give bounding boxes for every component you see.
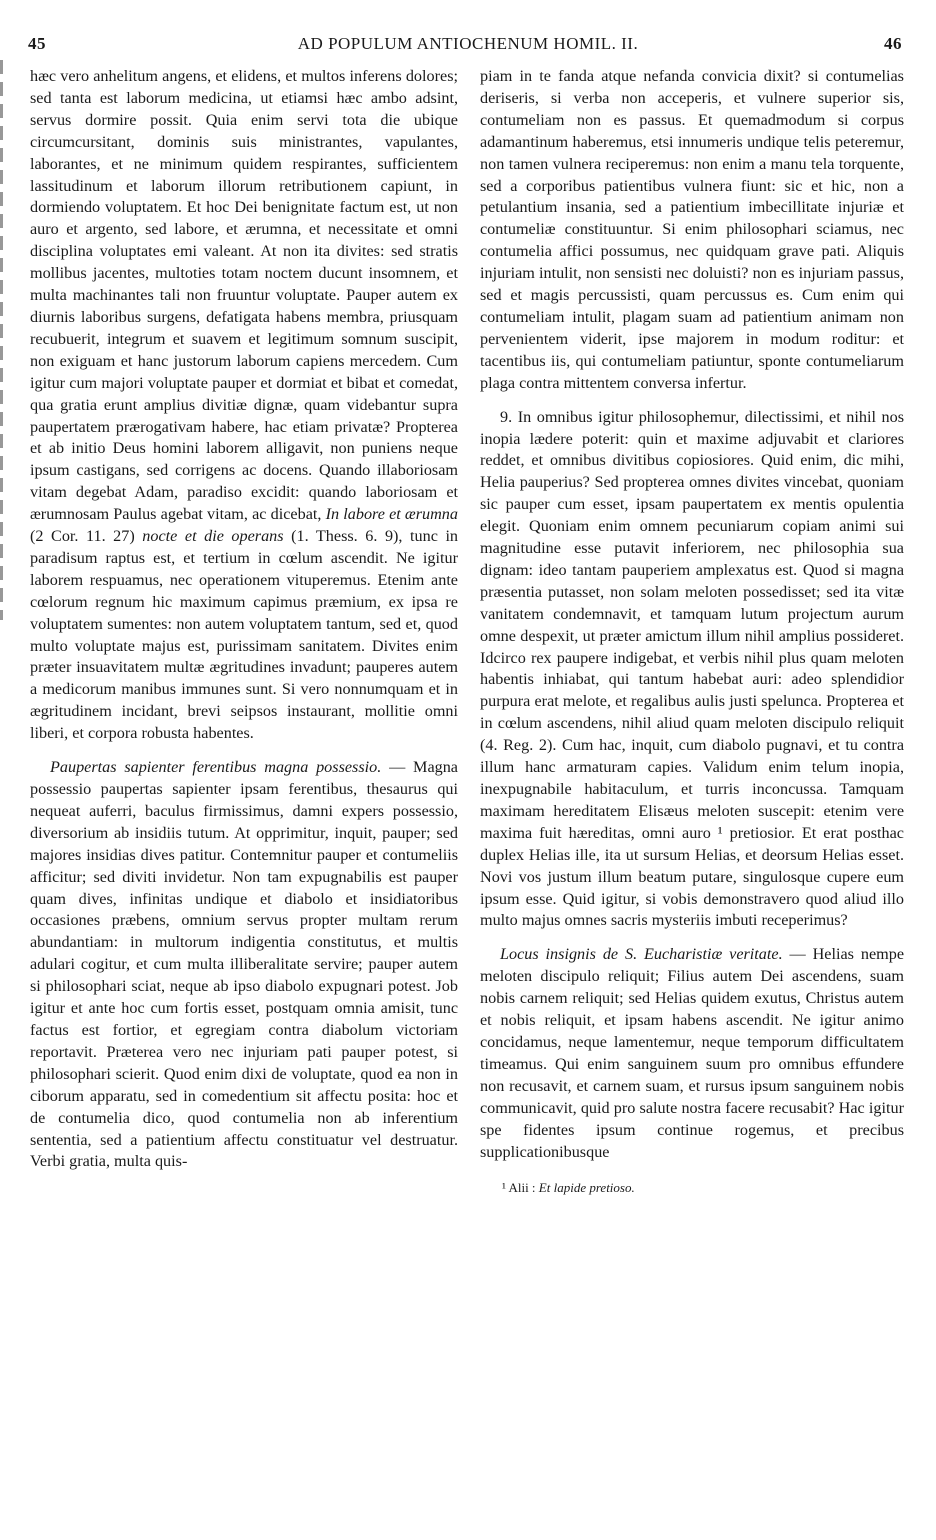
heading-dash: — <box>381 758 414 777</box>
right-p1-text: piam in te fanda atque nefanda convicia dixit? si contumelias deriseris, si verba non acceperis, et vulnere superior sis, contumeliam non es passus. Et quemadmodum si corpus adamantinum haberemus, etsi innumeris undique telis peteremur, non tamen vulnera reciperemus: non enim a manu tela torquente, sed a corporibus patientibus vulnera fiunt: sic et hic, non a petulantium insania, sed a patientium imbecillitate injuriæ et contumeliæ constituuntur. Si enim philosophari sciamus, nec contumelia affici possumus, nec quidquam grave pati. Aliquis injuriam intulit, non sensisti nec doluisti? non es injuriam passus, sed et magis percussisti, quam percussus es. Cum enim qui contumeliam intulit, plagam suam ad patientium animam non pervenientem viderit, ipse majorem in modum roditur: et tacentibus iis, qui contumeliam patiuntur, sponte contumeliarum plaga contra mittentem conversa infertur. <box>480 67 904 392</box>
binding-shadow <box>0 60 3 620</box>
footnote-label: Alii : <box>508 1180 536 1196</box>
left-column <box>30 66 458 1173</box>
right-p2-end: Cum hac, inquit, cum diabolo pugnavi, et tu contra illum hanc armaturam capies. Validum enim telum inopia, inexpugnabile habitaculum, et turris inconcussa. Tamquam maximam hereditatem Elisæus meloten suscepit: etenim vere maxima fuit hæreditas, omni auro ¹ pretiosior. Et erat posthac duplex Helias ille, ita ut sursum Helias, et deorsum Helias esset. Novi vos justum illum beatum putare, singulosque cupere eum ipsum esse. Quid igitur, si vobis demonstravero quod aliud illo multo majus omnes sacris mysteriis imbuti receperimus? <box>480 736 905 930</box>
left-p1-text: hæc vero anhelitum angens, et elidens, et multos inferens dolores; sed tanta est laborum medicina, ut etiamsi hæc ambo adsint, servus dormire possit. Quia enim servi tota die ubique circumcursitant, dominis suis ministrantes, vapulantes, laborantes, et ne minimum quidem respirantes, sufficientem lassitudinum et laborum illorum retributionem capiunt, in dormiendo voluptatem. Et hoc Dei benignitate factum est, ut non auro et argento, sed labore, et ærumna, et necessitate et omni disciplina voluptates emi valeant. At non ita divites: sed stratis mollibus jacentes, multoties totam noctem ducunt insomnem, et multa machinantes tali non fruuntur voluptate. Pauper autem ex diurnis laboribus surgens, defatigata habens membra, priusquam recubuerit, integrum et suavem et legitimum somnum suscipit, non exiguam et hanc justorum laborum capiens mercedem. Cum igitur cum majori voluptate pauper et dormiat et bibat et comedat, qua gratia erunt amplius divitiæ dignæ, quam videbantur supra paupertatem prærogativam habere, hac etiam privatæ? Propterea et ab initio Deus homini laborem alligavit, non puniens neque ipsum castigans, sed corrigens ac docens. Quando illaboriosam vitam degebat Adam, paradiso excidit: quando laboriosam et ærumnosam Paulus agebat vitam, ac dicebat, <box>30 67 458 524</box>
page-number-left: 45 <box>28 34 46 53</box>
heading-dash-2: — <box>782 945 813 964</box>
left-paragraph-1 <box>30 66 458 745</box>
page-number-right: 46 <box>884 34 902 53</box>
footnote-text: Et lapide pretioso. <box>538 1180 635 1196</box>
right-p2-text: 9. In omnibus igitur philosophemur, dilectissimi, et nihil nos inopia lædere poterit: quin et maxime adjuvabit et clariores reddet, et omnibus divitibus copiosiores. Quid enim, dic mihi, Helia pauperius? Sed propterea omnes divites vincebat, quoniam sic pauper cum esset, ipsam paupertatem ex mentis opulentia elegit. Quoniam enim omnem pecuniarum copiam animi sui magnitudine esse putavit inferiorem, nec philosophia sua dignam: ideo tantam pauperiem amplexatus est. Quod si magna præsentia putasset, non solam meloten possedisset; sed ita vitæ vanitatem condemnavit, et tamquam lutum projectum aurum omne despexit, ut præter amictum illum nihil amplius possideret. Idcirco rex paupere indigebat, et verbis nihil plus quam meloten habentis inhiabat, qui tantum habebat auri: adeo splendidior purpura erat melote, et regalibus aulis justi spelunca. Propterea et in cœlum ascendens, nihil aliud quam meloten discipulo reliquit <box>480 407 904 733</box>
citation-italic-1: In labore et ærumna <box>325 505 458 524</box>
right-p3-text: Helias nempe meloten discipulo reliquit; Filius autem Dei ascendens, suam nobis carnem reliquit; sed Helias quidem exutus, Christus autem et nobis reliquit, et ipsam habens ascendit. Ne igitur animo concidamus, neque lamentemur, neque temporum difficultatem timeamus. Qui enim sanguinem suum pro omnibus effundere non recusavit, et carnem suam, et rursus ipsum sanguinem nobis communicavit, quid pro salute nostra facere recusabit? Hac igitur spe fidentes ipsum continue rogemus, et precibus supplicationibusque <box>480 945 904 1161</box>
left-paragraph-2 <box>30 757 458 1173</box>
left-p2-text: Magna possessio paupertas sapienter ipsam ferentibus, thesaurus qui nequeat auferri, baculus firmissimus, damni expers possessio, diversorium ab insidiis tutum. At opprimitur, inquit, pauper; sed majores insidias dives patitur. Contemnitur pauper et contumeliis afficitur; sed diviti invidetur. Non tam expugnabilis est pauper quam dives, infinitas undique et diabolo et insidiatoribus occasiones præbens, omnium servus propter multam rerum abundantiam: in multorum indigentia constitutus, et multis adulari cogitur, et cum multa illiberalitate servire; pauper autem si philosophari sciat, neque ab ipso diabolo expugnari potest. Job igitur et ante hoc cum fortis esset, postquam omnia amisit, tunc factus est fortior, et egregiam contra diabolum victoriam reportavit. Præterea vero nec injuriam pati pauper potest, si philosophari scierit. Quod enim dixi de voluptate, quod ea non in ciborum apparatu, sed in comedentium sit affectu posita: hoc et de contumelia dico, quod contumelia non ab inferentium sententia, sed a patientium affectu constituatur vel destruatur. Verbi gratia, multa quis- <box>30 758 458 1171</box>
running-title: AD POPULUM ANTIOCHENUM HOMIL. II. <box>297 34 639 53</box>
section-heading-paupertas: Paupertas sapienter ferentibus magna possessio. <box>50 758 382 777</box>
footnote-mark: ¹ <box>502 1180 506 1196</box>
left-p1-end: tunc in paradisum raptus est, et tertium in cœlum ascendit. Ne igitur laborem respuamus, nec operationem vituperemus. Etenim ante cœlorum regnum hic maximum capimus præmium, ex ipsa re voluptatem sumentes: non autem voluptatem tantum, sed et, quod multo voluptate majus est, purissimam sanitatem. Divites enim præter insuavitatem multæ ægritudines invadunt; pauperes autem a medicorum manibus immunes sunt. Si vero nonnumquam et in ægritudinem incidant, brevi seipsos instaurant, mollitie omni liberi, et corpora robusta habentes. <box>30 527 459 743</box>
scripture-ref-3: (4. Reg. 2). <box>480 736 557 755</box>
right-paragraph-3 <box>480 944 904 1163</box>
scripture-ref-2: (1. Thess. 6. 9), <box>291 527 403 546</box>
citation-italic-2: nocte et die operans <box>142 527 284 546</box>
section-heading-eucharistia: Locus insignis de S. Eucharistiæ veritate. <box>500 945 783 964</box>
footnote <box>480 1179 904 1197</box>
running-header <box>24 34 912 60</box>
right-column <box>480 66 904 1197</box>
right-paragraph-2 <box>480 407 904 933</box>
right-paragraph-1 <box>480 66 904 395</box>
scripture-ref-1: (2 Cor. 11. 27) <box>30 527 135 546</box>
